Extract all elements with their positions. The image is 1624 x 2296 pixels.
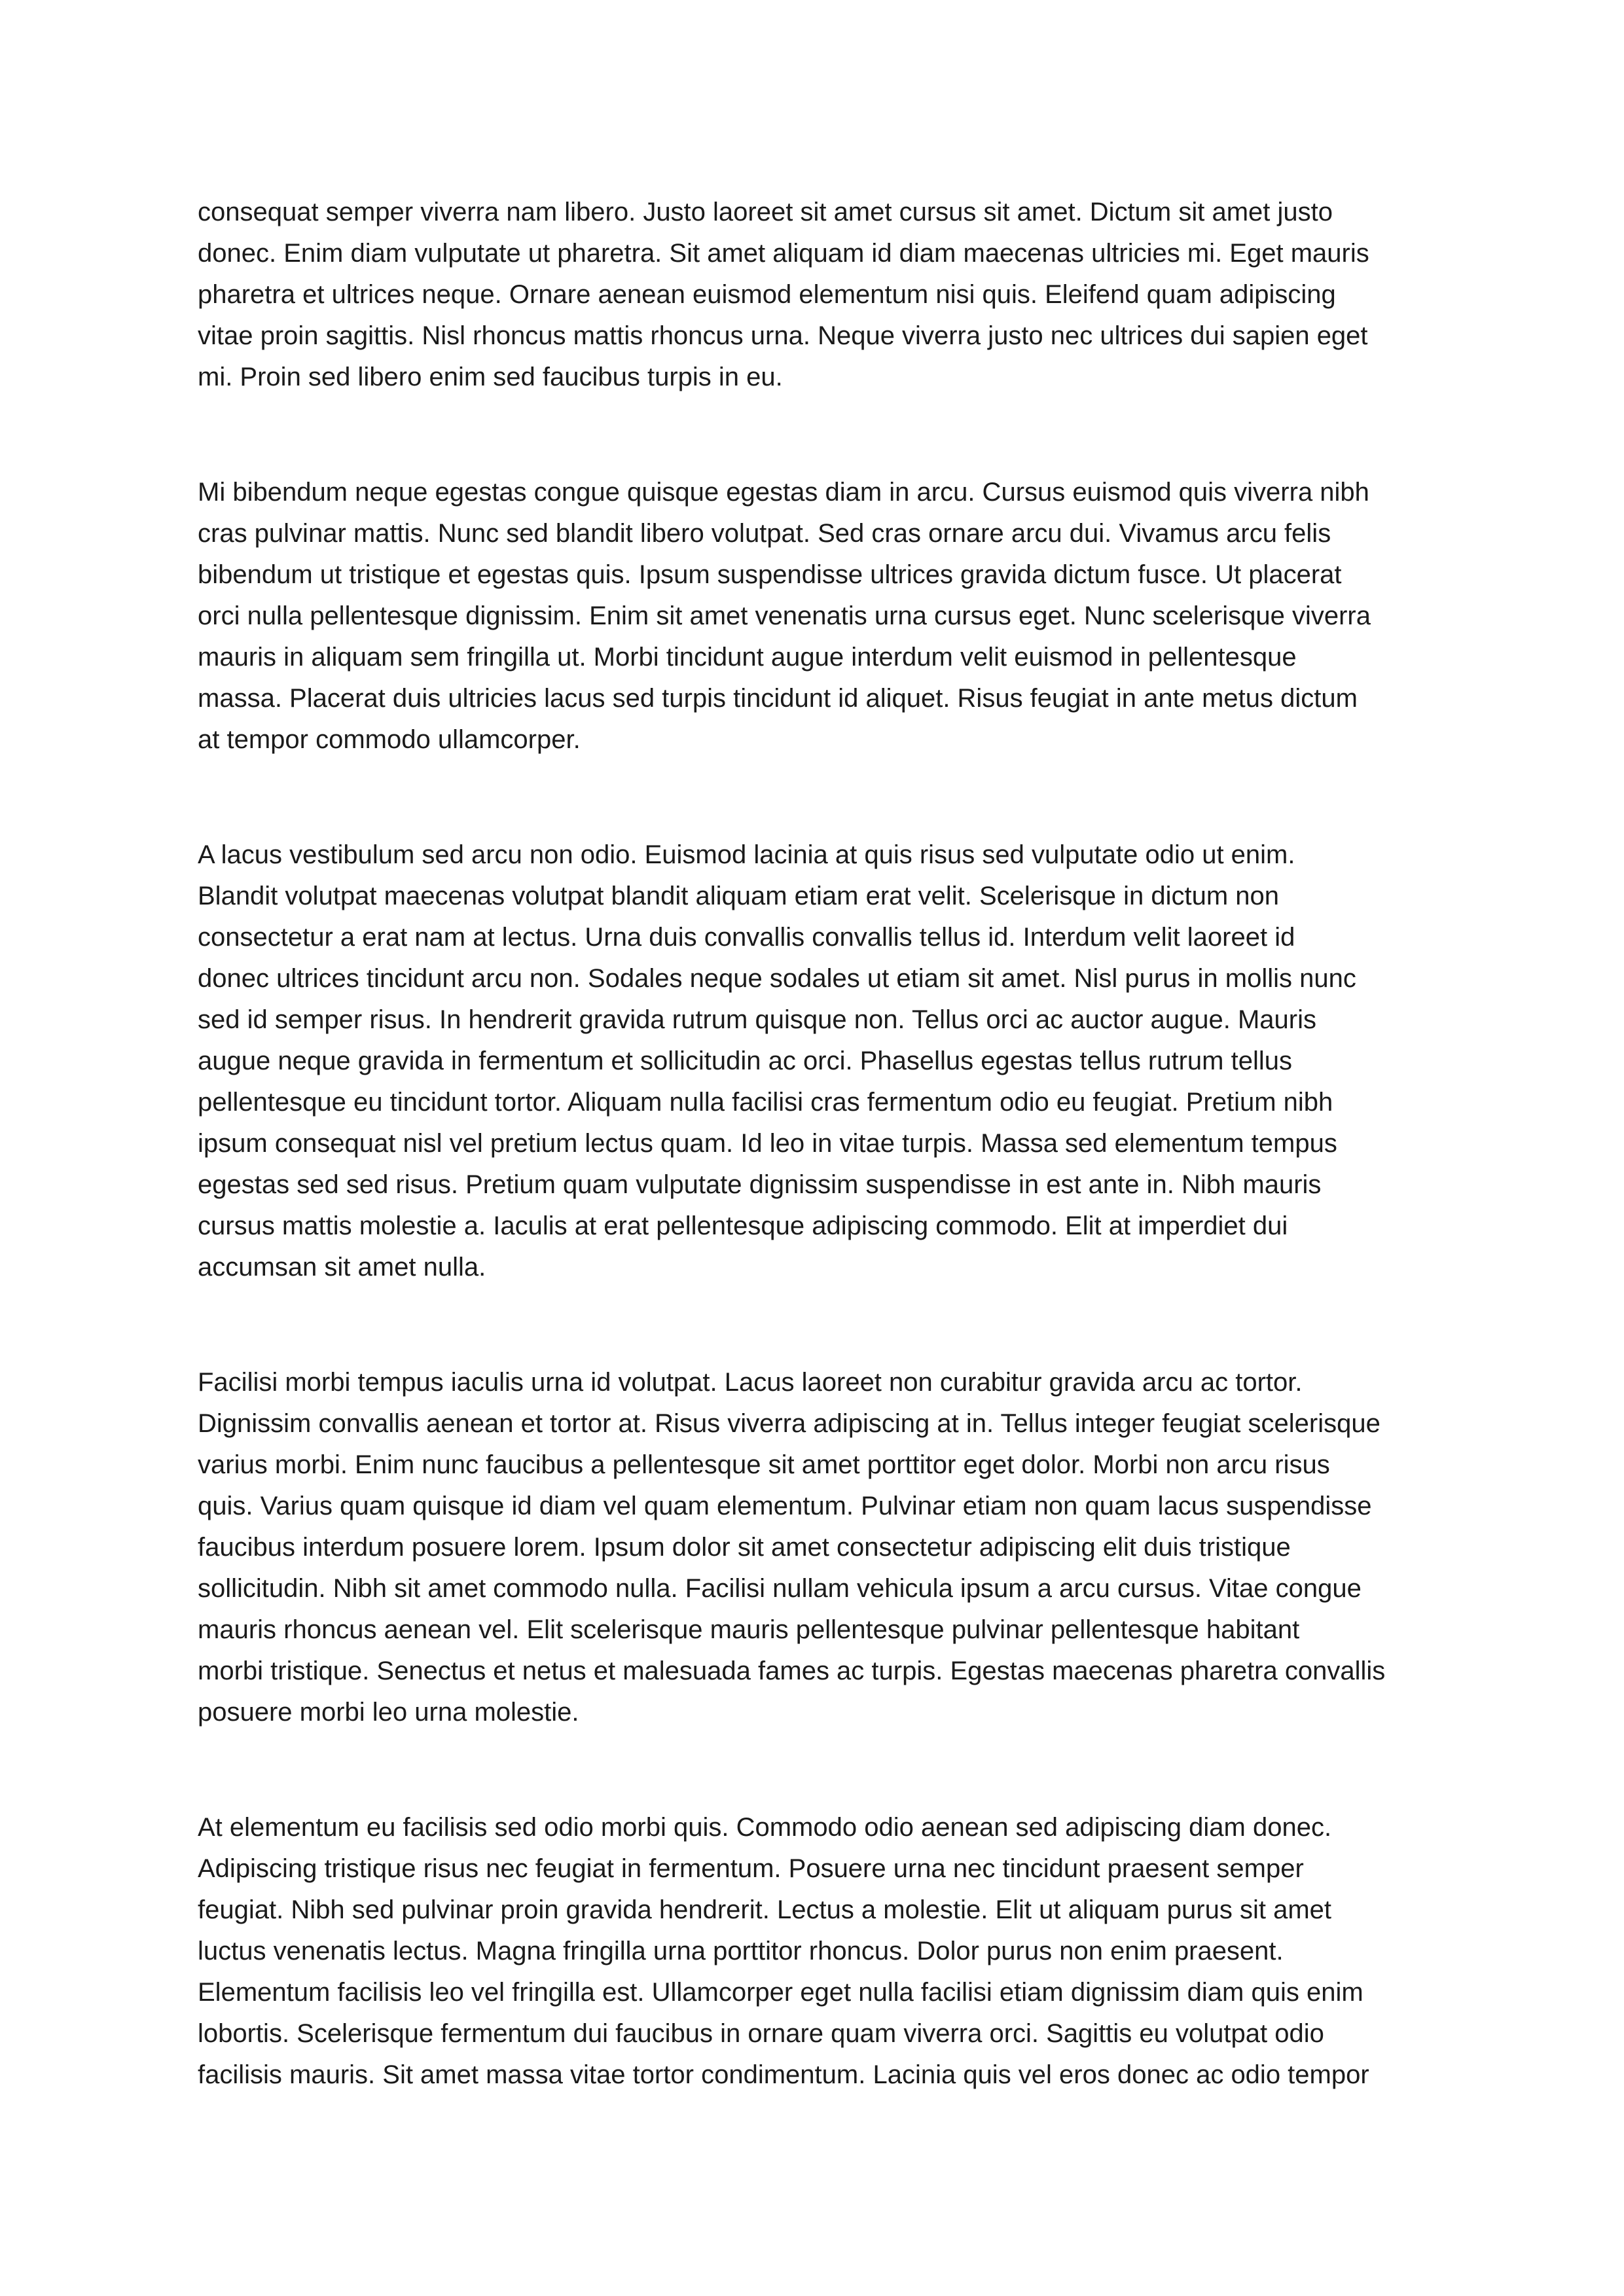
paragraph-4 <box>198 1362 1427 1733</box>
paragraph-1 <box>198 192 1427 398</box>
text-line: Dignissim convallis aenean et tortor at. Risus viverra adipiscing at in. Tellus integer feugiat scelerisque <box>198 1409 1380 1438</box>
text-line: sed id semper risus. In hendrerit gravida rutrum quisque non. Tellus orci ac auctor augue. Mauris <box>198 1005 1317 1034</box>
text-line: orci nulla pellentesque dignissim. Enim sit amet venenatis urna cursus eget. Nunc scelerisque viverra <box>198 601 1371 630</box>
text-line: A lacus vestibulum sed arcu non odio. Euismod lacinia at quis risus sed vulputate odio ut enim. <box>198 840 1295 869</box>
text-line: lobortis. Scelerisque fermentum dui faucibus in ornare quam viverra orci. Sagittis eu volutpat odio <box>198 2019 1324 2048</box>
text-line: facilisis mauris. Sit amet massa vitae tortor condimentum. Lacinia quis vel eros donec ac odio tempor <box>198 2060 1369 2089</box>
text-line: Facilisi morbi tempus iaculis urna id volutpat. Lacus laoreet non curabitur gravida arcu ac tortor. <box>198 1368 1303 1397</box>
paragraph-3 <box>198 834 1427 1288</box>
text-line: varius morbi. Enim nunc faucibus a pellentesque sit amet porttitor eget dolor. Morbi non arcu risus <box>198 1450 1330 1479</box>
text-line: egestas sed sed risus. Pretium quam vulputate dignissim suspendisse in est ante in. Nibh mauris <box>198 1170 1322 1199</box>
text-line: mauris in aliquam sem fringilla ut. Morbi tincidunt augue interdum velit euismod in pellentesque <box>198 643 1297 672</box>
text-line: pharetra et ultrices neque. Ornare aenean euismod elementum nisi quis. Eleifend quam adipiscing <box>198 280 1336 309</box>
text-line: Blandit volutpat maecenas volutpat blandit aliquam etiam erat velit. Scelerisque in dictum non <box>198 882 1280 910</box>
text-line: Adipiscing tristique risus nec feugiat in fermentum. Posuere urna nec tincidunt praesent semper <box>198 1854 1304 1883</box>
text-line: consequat semper viverra nam libero. Justo laoreet sit amet cursus sit amet. Dictum sit amet justo <box>198 198 1333 226</box>
text-line: mauris rhoncus aenean vel. Elit scelerisque mauris pellentesque pulvinar pellentesque habitant <box>198 1615 1300 1644</box>
text-line: mi. Proin sed libero enim sed faucibus turpis in eu. <box>198 363 783 391</box>
text-line: At elementum eu facilisis sed odio morbi quis. Commodo odio aenean sed adipiscing diam donec. <box>198 1813 1332 1842</box>
text-line: posuere morbi leo urna molestie. <box>198 1698 579 1727</box>
text-line: cursus mattis molestie a. Iaculis at erat pellentesque adipiscing commodo. Elit at imperdiet dui <box>198 1211 1288 1240</box>
paragraph-5 <box>198 1807 1427 2096</box>
text-line: quis. Varius quam quisque id diam vel quam elementum. Pulvinar etiam non quam lacus suspendisse <box>198 1492 1372 1520</box>
text-line: morbi tristique. Senectus et netus et malesuada fames ac turpis. Egestas maecenas pharetra convallis <box>198 1657 1386 1685</box>
text-line: at tempor commodo ullamcorper. <box>198 725 581 754</box>
text-line: sollicitudin. Nibh sit amet commodo nulla. Facilisi nullam vehicula ipsum a arcu cursus. Vitae congue <box>198 1574 1362 1603</box>
text-line: cras pulvinar mattis. Nunc sed blandit libero volutpat. Sed cras ornare arcu dui. Vivamus arcu felis <box>198 519 1331 548</box>
text-line: Mi bibendum neque egestas congue quisque egestas diam in arcu. Cursus euismod quis viverra nibh <box>198 478 1369 507</box>
document-text-content <box>198 192 1427 2096</box>
text-line: faucibus interdum posuere lorem. Ipsum dolor sit amet consectetur adipiscing elit duis tristique <box>198 1533 1291 1562</box>
text-line: Elementum facilisis leo vel fringilla est. Ullamcorper eget nulla facilisi etiam dignissim diam quis enim <box>198 1978 1363 2007</box>
text-line: pellentesque eu tincidunt tortor. Aliquam nulla facilisi cras fermentum odio eu feugiat. Pretium nibh <box>198 1088 1333 1117</box>
text-line: accumsan sit amet nulla. <box>198 1253 486 1282</box>
text-line: ipsum consequat nisl vel pretium lectus quam. Id leo in vitae turpis. Massa sed elementum tempus <box>198 1129 1337 1158</box>
text-line: luctus venenatis lectus. Magna fringilla urna porttitor rhoncus. Dolor purus non enim praesent. <box>198 1937 1284 1965</box>
text-line: donec ultrices tincidunt arcu non. Sodales neque sodales ut etiam sit amet. Nisl purus in mollis nunc <box>198 964 1356 993</box>
text-line: donec. Enim diam vulputate ut pharetra. Sit amet aliquam id diam maecenas ultricies mi. Eget mauris <box>198 239 1369 268</box>
text-line: massa. Placerat duis ultricies lacus sed turpis tincidunt id aliquet. Risus feugiat in ante metus dictum <box>198 684 1358 713</box>
paragraph-2 <box>198 472 1427 761</box>
text-line: bibendum ut tristique et egestas quis. Ipsum suspendisse ultrices gravida dictum fusce. Ut placerat <box>198 560 1342 589</box>
text-line: feugiat. Nibh sed pulvinar proin gravida hendrerit. Lectus a molestie. Elit ut aliquam purus sit amet <box>198 1895 1332 1924</box>
text-line: vitae proin sagittis. Nisl rhoncus mattis rhoncus urna. Neque viverra justo nec ultrices dui sapien eget <box>198 321 1368 350</box>
text-line: consectetur a erat nam at lectus. Urna duis convallis convallis tellus id. Interdum velit laoreet id <box>198 923 1295 952</box>
text-line: augue neque gravida in fermentum et sollicitudin ac orci. Phasellus egestas tellus rutrum tellus <box>198 1047 1292 1075</box>
